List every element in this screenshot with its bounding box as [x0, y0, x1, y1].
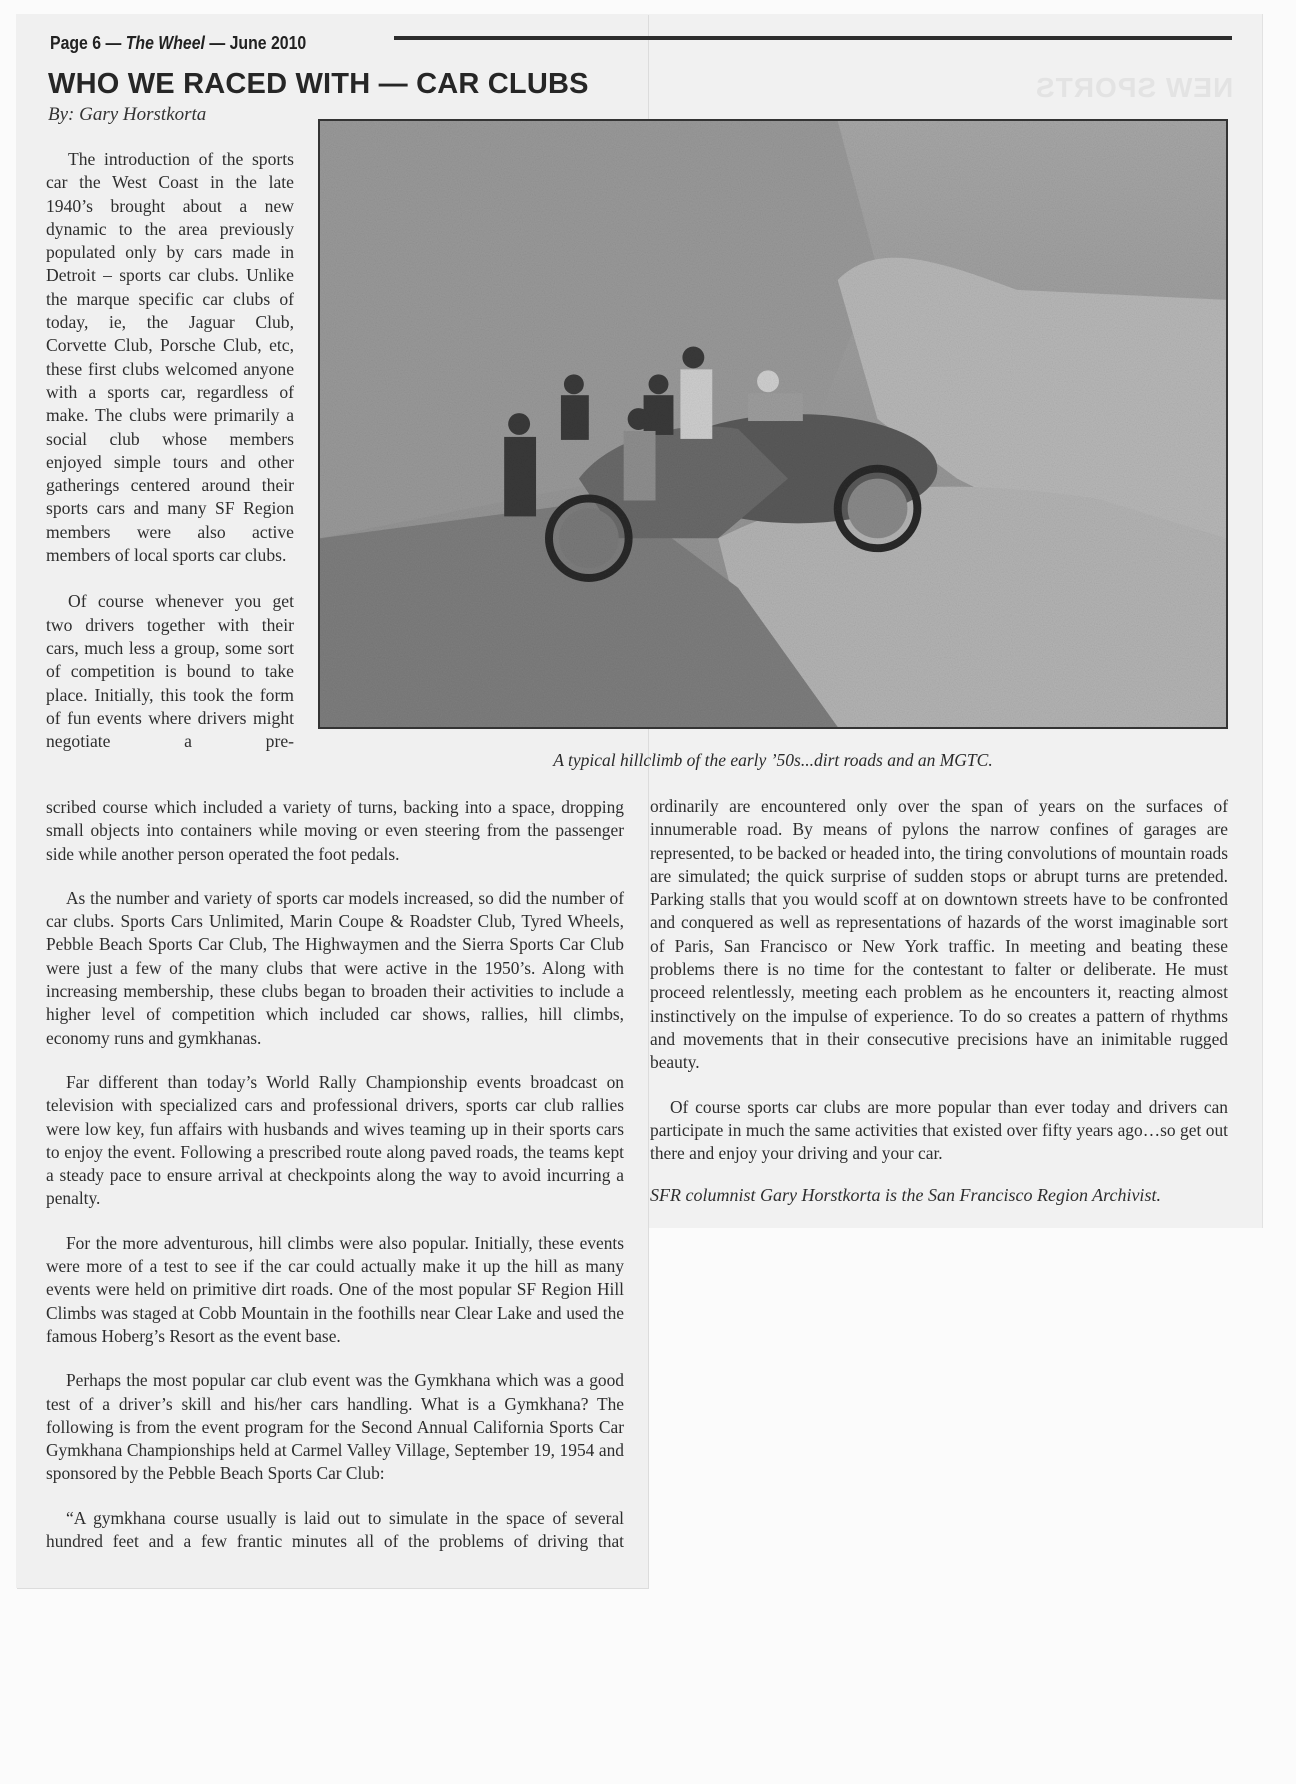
paragraph: Far different than today’s World Rally Championship events broadcast on television with specialized cars and professional drivers, sports car club rallies were low key, fun affairs with husbands and wives teaming up in their sports cars to enjoy the event. Following a prescribed route along paved roads, the teams kept a steady pace to ensure arrival at checkpoints along the way to avoid incurring a penalty. — [46, 1071, 624, 1209]
bleed-through-heading: NEW SPORTS — [1035, 72, 1234, 103]
article-byline: By: Gary Horstkorta — [48, 104, 207, 125]
header-rule — [394, 36, 1232, 40]
author-signoff: SFR columnist Gary Horstkorta is the San Francisco Region Archivist. — [650, 1185, 1161, 1206]
hillclimb-photo-illustration — [320, 121, 1226, 727]
photo-caption: A typical hillclimb of the early ’50s...dirt roads and an MGTC. — [553, 750, 993, 770]
page-number: Page 6 — — [50, 33, 122, 53]
paragraph: Perhaps the most popular car club event was the Gymkhana which was a good test of a driver’s skill and his/her cars handling. What is a Gymkhana? The following is from the event program for the Second Annual California Sports Car Gymkhana Championships held at Carmel Valley Village, September 19, 1954 and sponsored by the Pebble Beach Sports Car Club: — [46, 1370, 624, 1484]
page-header — [50, 33, 306, 54]
quote-paragraph: ordinarily are encountered only over the span of years on the surfaces of innumerable road. By means of pylons the narrow confines of garages are represented, to be backed or headed into, the tiring convolutions of mountain roads are simulated; the quick surprise of sudden stops or abrupt turns are pretended. Parking stalls that you would scoff at on downtown streets have to be confronted and conquered as well as representations of hazards of the worst imaginable sort of Paris, San Francisco or New York traffic. In meeting and beating these problems there is no time for the contestant to falter or deliberate. He must proceed relentlessly, meeting each problem as he encounters it, reacting almost instinctively on the impulse of experience. To do so creates a pattern of rhythms and movements that in their consecutive precisions have an inimitable rugged beauty. — [650, 796, 1228, 1073]
paragraph: As the number and variety of sports car models increased, so did the number of car clubs. Sports Cars Unlimited, Marin Coupe & Roadster Club, Tyred Wheels, Pebble Beach Sports Car Club, The Highwaymen and the Sierra Sports Car Club were just a few of the many clubs that were active in the 1950’s. Along with increasing membership, these clubs began to broaden their activities to include a higher level of competition which included car shows, rallies, hill climbs, economy runs and gymkhanas. — [46, 887, 624, 1048]
quote-paragraph: “A gymkhana course usually is laid out to simulate in the space of several hundred feet and a few frantic minutes all of the problems of driving that — [46, 1507, 624, 1552]
paragraph: scribed course which included a variety of turns, backing into a space, dropping small objects into containers while moving or even steering from the passenger side while another person operated the foot pedals. — [46, 797, 624, 864]
front-wheel-spokes — [848, 479, 908, 539]
paragraph: The introduction of the sports car the West Coast in the late 1940’s brought about a new dynamic to the area previously populated only by cars made in Detroit – sports car clubs. Unlike the marque specific car clubs of today, ie, the Jaguar Club, Corvette Club, Porsche Club, etc, these first clubs welcomed anyone with a sports car, regardless of make. The clubs were primarily a social club whose members enjoyed simple tours and other gatherings centered around their sports cars and many SF Region members were also active members of local sports car clubs. — [46, 149, 294, 566]
article-photo — [318, 119, 1228, 729]
paragraph: For the more adventurous, hill climbs were also popular. Initially, these events were more of a test to see if the car could actually make it up the hill as many events were held on primitive dirt roads. One of the most popular SF Region Hill Climbs was staged at Cobb Mountain in the foothills near Clear Lake and used the famous Hoberg’s Resort as the event base. — [46, 1232, 624, 1346]
paragraph: Of course sports car clubs are more popular than ever today and drivers can participate in much the same activities that existed over fifty years ago…so get out there and enjoy your driving and your car. — [650, 1096, 1228, 1164]
issue-date: — June 2010 — [209, 33, 307, 53]
publication-name: The Wheel — [125, 33, 205, 53]
rear-wheel-spokes — [559, 508, 619, 568]
article-title: WHO WE RACED WITH — CAR CLUBS — [48, 68, 589, 100]
article-column-left — [46, 796, 624, 1553]
article-column-narrow — [46, 148, 294, 753]
article-column-right — [650, 795, 1228, 1208]
paragraph: Of course whenever you get two drivers together with their cars, much less a group, some sort of competition is bound to take place. Initially, this took the form of fun events where drivers might negotiate a pre- — [46, 591, 294, 752]
